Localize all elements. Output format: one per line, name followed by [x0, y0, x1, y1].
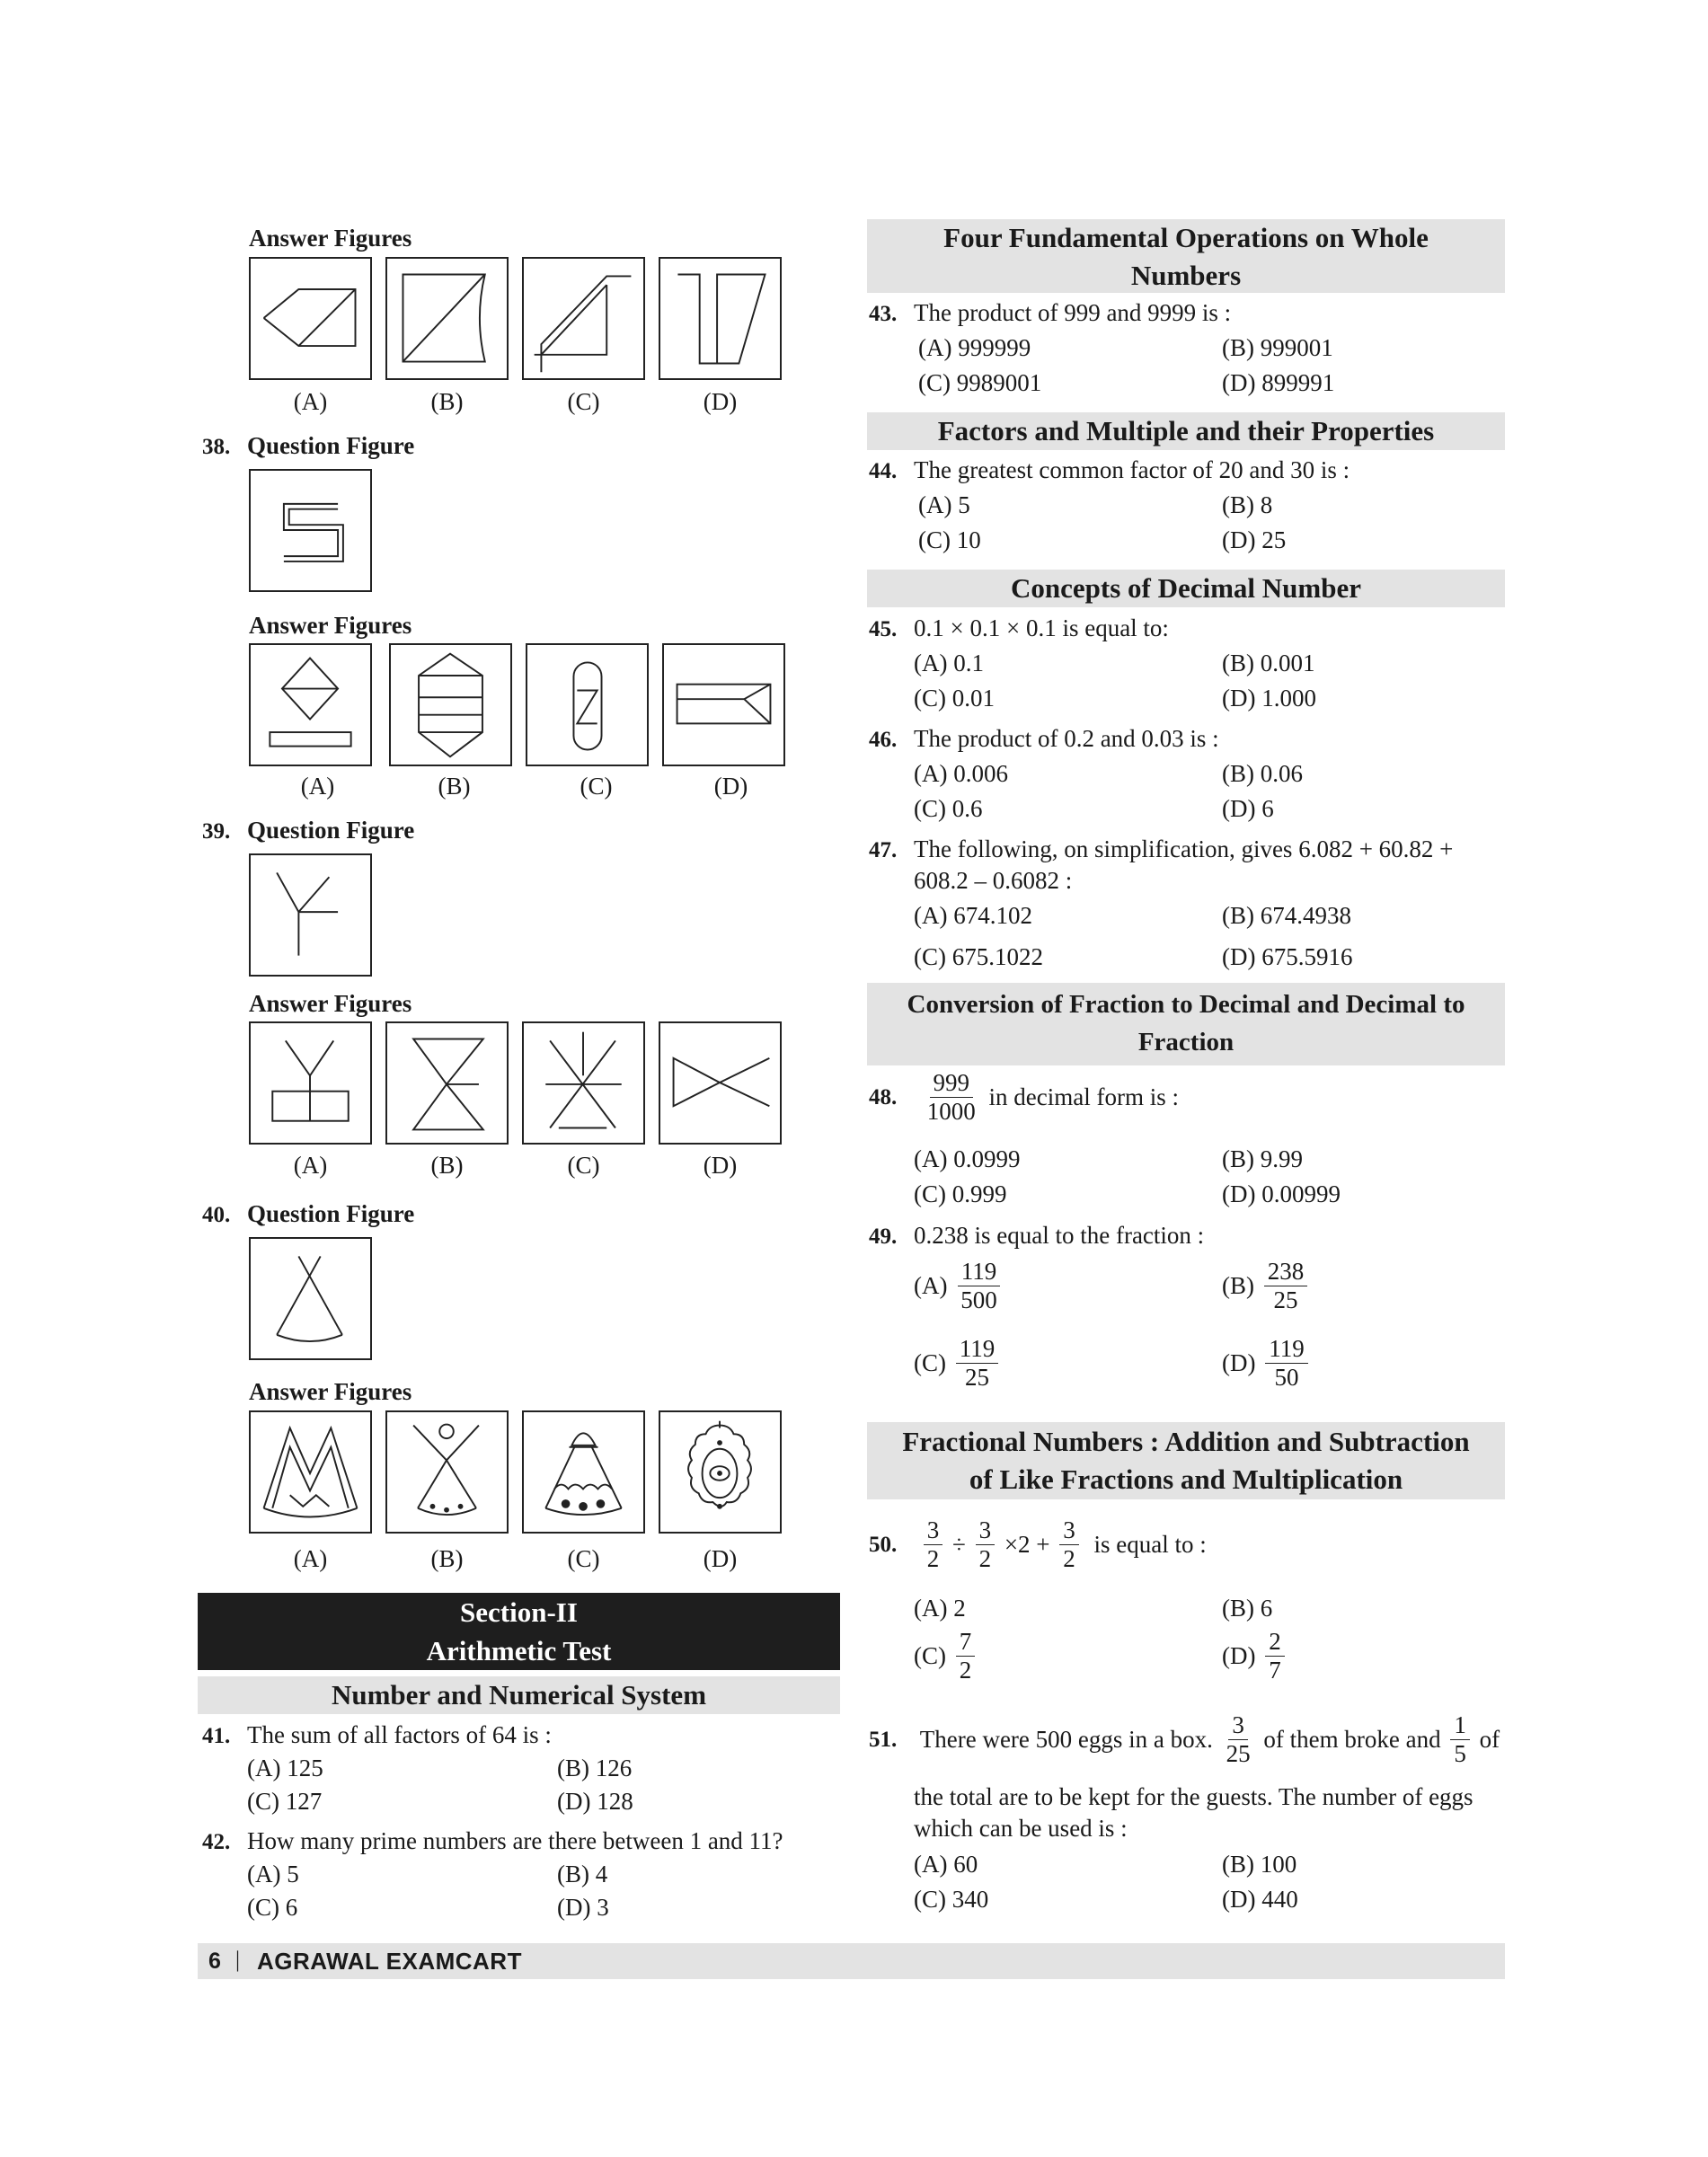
option-46c[interactable]: (C) 0.6 — [914, 795, 983, 822]
denominator: 2 — [1063, 1545, 1075, 1573]
option-43c[interactable]: (C) 9989001 — [918, 369, 1042, 396]
answer-figure-39c[interactable] — [522, 1021, 645, 1145]
option-44b[interactable]: (B) 8 — [1222, 491, 1273, 518]
answer-figure-38d[interactable] — [662, 643, 785, 766]
option-50d[interactable] — [1222, 1628, 1288, 1684]
fraction — [1223, 1711, 1254, 1768]
answer-figure-40c[interactable] — [522, 1410, 645, 1534]
question-number: 45. — [869, 617, 898, 641]
topic-header-fundamental-operations — [867, 219, 1505, 293]
option-label: (B) — [430, 1545, 464, 1572]
question-text: There were 500 eggs in a box. — [919, 1726, 1213, 1754]
option-45d[interactable]: (D) 1.000 — [1222, 685, 1316, 712]
question-47 — [869, 835, 1453, 863]
denominator: 2 — [959, 1657, 972, 1684]
answer-figure-39d[interactable] — [659, 1021, 782, 1145]
option-51a[interactable]: (A) 60 — [914, 1851, 978, 1878]
option-43a[interactable]: (A) 999999 — [918, 334, 1031, 361]
denominator: 25 — [965, 1364, 989, 1392]
question-number: 38. — [202, 435, 231, 459]
answer-figure-37a[interactable] — [249, 257, 372, 380]
option-50c[interactable] — [914, 1628, 978, 1684]
answer-figure-38c[interactable] — [526, 643, 649, 766]
denominator: 5 — [1454, 1740, 1466, 1768]
page-number: 6 — [208, 1949, 221, 1974]
numerator: 119 — [958, 1258, 1001, 1286]
option-label: (A) — [293, 1152, 328, 1179]
question-number: 49. — [869, 1224, 898, 1249]
question-50 — [869, 1516, 1207, 1573]
answer-figures-label: Answer Figures — [249, 1378, 412, 1405]
question-number: 42. — [202, 1830, 231, 1854]
question-figure-label: Question Figure — [247, 817, 415, 844]
question-46 — [869, 725, 1219, 753]
denominator: 500 — [960, 1286, 997, 1314]
answer-figures-label: Answer Figures — [249, 225, 412, 252]
question-43 — [869, 299, 1231, 327]
denominator: 25 — [1273, 1286, 1298, 1314]
option-48a[interactable]: (A) 0.0999 — [914, 1145, 1021, 1172]
question-figure-39 — [249, 853, 372, 977]
option-41d[interactable]: (D) 128 — [557, 1788, 633, 1815]
answer-figure-37d[interactable] — [659, 257, 782, 380]
question-40-heading — [202, 1200, 414, 1228]
option-label: (C) — [567, 1545, 600, 1572]
option-46d[interactable]: (D) 6 — [1222, 795, 1274, 822]
option-45b[interactable]: (B) 0.001 — [1222, 650, 1315, 676]
question-number: 47. — [869, 838, 898, 862]
question-48 — [869, 1069, 1179, 1126]
option-47c[interactable]: (C) 675.1022 — [914, 943, 1043, 970]
denominator: 1000 — [926, 1098, 976, 1126]
option-43d[interactable]: (D) 899991 — [1222, 369, 1335, 396]
numerator: 3 — [1059, 1516, 1079, 1545]
answer-figure-37b[interactable] — [385, 257, 509, 380]
denominator: 2 — [926, 1545, 940, 1573]
option-47d[interactable]: (D) 675.5916 — [1222, 943, 1353, 970]
fraction — [1265, 1335, 1308, 1392]
numerator: 119 — [1265, 1335, 1308, 1364]
section-banner — [198, 1593, 840, 1670]
question-number: 41. — [202, 1724, 231, 1748]
option-50b[interactable]: (B) 6 — [1222, 1595, 1273, 1622]
question-text: is equal to : — [1093, 1531, 1207, 1559]
question-figure-label: Question Figure — [247, 1200, 415, 1227]
option-label: (C) — [567, 1152, 600, 1179]
option-44a[interactable]: (A) 5 — [918, 491, 970, 518]
option-label: (B) — [438, 773, 471, 800]
option-label: (B) — [430, 1152, 464, 1179]
footer-separator: | — [235, 1948, 241, 1972]
option-label: (D) — [703, 388, 738, 415]
question-text: of — [1479, 1726, 1500, 1754]
option-label: (A) — [914, 1272, 948, 1300]
question-49 — [869, 1222, 1204, 1250]
question-text: 0.238 is equal to the fraction : — [914, 1222, 1205, 1249]
question-51-line2: the total are to be kept for the guests. The number of eggs — [914, 1783, 1473, 1810]
question-text: The following, on simplification, gives 6.082 + 60.82 + — [914, 835, 1454, 862]
option-45c[interactable]: (C) 0.01 — [914, 685, 995, 712]
answer-figure-40b[interactable] — [385, 1410, 509, 1534]
question-number: 46. — [869, 728, 898, 752]
question-number: 48. — [869, 1084, 898, 1109]
option-47b[interactable]: (B) 674.4938 — [1222, 902, 1351, 929]
option-48d[interactable]: (D) 0.00999 — [1222, 1180, 1341, 1207]
fraction — [956, 1628, 976, 1684]
question-text: How many prime numbers are there between 1 and 11? — [247, 1827, 783, 1854]
header-line: Conversion of Fraction to Decimal and Decimal to — [907, 990, 1465, 1019]
question-41 — [202, 1721, 552, 1749]
question-number: 50. — [869, 1532, 898, 1557]
question-47-line2: 608.2 – 0.6082 : — [914, 867, 1073, 894]
fraction — [1264, 1258, 1308, 1314]
option-49b[interactable] — [1222, 1258, 1311, 1314]
fraction — [1265, 1628, 1285, 1684]
option-51b[interactable]: (B) 100 — [1222, 1851, 1297, 1878]
option-43b[interactable]: (B) 999001 — [1222, 334, 1333, 361]
topic-header-decimal: Concepts of Decimal Number — [867, 570, 1505, 607]
option-41a[interactable]: (A) 125 — [247, 1755, 323, 1781]
option-41c[interactable]: (C) 127 — [247, 1788, 323, 1815]
question-44 — [869, 456, 1350, 484]
option-42d[interactable]: (D) 3 — [557, 1894, 609, 1921]
denominator: 7 — [1269, 1657, 1281, 1684]
option-48b[interactable]: (B) 9.99 — [1222, 1145, 1303, 1172]
fraction — [957, 1258, 1001, 1314]
question-39-heading — [202, 817, 414, 844]
topic-header-factors: Factors and Multiple and their Properties — [867, 412, 1505, 450]
topic-header-conversion — [867, 983, 1505, 1065]
option-label: (C) — [914, 1349, 946, 1377]
brand-logo: AGRAWAL EXAMCART — [257, 1948, 522, 1975]
option-48c[interactable]: (C) 0.999 — [914, 1180, 1007, 1207]
fraction — [1450, 1711, 1470, 1768]
question-number: 40. — [202, 1203, 231, 1227]
numerator: 3 — [1228, 1711, 1248, 1740]
numerator: 7 — [956, 1628, 976, 1657]
section-subtitle: Arithmetic Test — [426, 1635, 612, 1666]
question-38-heading — [202, 432, 414, 460]
option-label: (A) — [300, 773, 335, 800]
numerator: 3 — [924, 1516, 943, 1545]
question-figure-label: Question Figure — [247, 432, 415, 459]
question-text: in decimal form is : — [988, 1083, 1179, 1111]
option-42a[interactable]: (A) 5 — [247, 1861, 299, 1887]
option-51d[interactable]: (D) 440 — [1222, 1886, 1298, 1913]
option-label: (C) — [567, 388, 600, 415]
numerator: 119 — [956, 1335, 999, 1364]
option-label: (C) — [914, 1642, 946, 1670]
section-title: Section-II — [460, 1596, 578, 1628]
topic-header-fractional-numbers — [867, 1422, 1505, 1499]
question-figure-40 — [249, 1237, 372, 1360]
topic-header-number-system: Number and Numerical System — [198, 1676, 840, 1714]
question-number: 51. — [869, 1727, 898, 1752]
question-text: 0.1 × 0.1 × 0.1 is equal to: — [914, 614, 1169, 641]
question-text: The sum of all factors of 64 is : — [247, 1721, 552, 1748]
option-label: (D) — [1222, 1349, 1256, 1377]
answer-figure-37c[interactable] — [522, 257, 645, 380]
answer-figures-label: Answer Figures — [249, 612, 412, 639]
answer-figure-38a[interactable] — [249, 643, 372, 766]
fraction — [924, 1516, 943, 1573]
fraction — [956, 1335, 999, 1392]
option-label: (D) — [713, 773, 748, 800]
option-label: (D) — [703, 1545, 738, 1572]
header-line: Fractional Numbers : Addition and Subtraction — [902, 1426, 1470, 1457]
numerator: 3 — [976, 1516, 996, 1545]
numerator: 1 — [1450, 1711, 1470, 1740]
option-47a[interactable]: (A) 674.102 — [914, 902, 1032, 929]
option-label: (A) — [293, 1545, 328, 1572]
question-number: 39. — [202, 819, 231, 844]
page-footer — [198, 1943, 1505, 1979]
denominator: 50 — [1274, 1364, 1299, 1392]
header-line: Fraction — [1137, 1028, 1235, 1056]
question-45 — [869, 614, 1169, 642]
question-text: of them broke and — [1263, 1726, 1441, 1754]
option-49c[interactable] — [914, 1335, 1002, 1392]
header-line: of Like Fractions and Multiplication — [969, 1463, 1403, 1495]
question-51-line3: which can be used is : — [914, 1815, 1128, 1842]
option-50a[interactable]: (A) 2 — [914, 1595, 966, 1622]
answer-figure-40d[interactable] — [659, 1410, 782, 1534]
answer-figure-39b[interactable] — [385, 1021, 509, 1145]
option-label: (D) — [703, 1152, 738, 1179]
option-42c[interactable]: (C) 6 — [247, 1894, 298, 1921]
numerator: 238 — [1264, 1258, 1308, 1286]
denominator: 2 — [978, 1545, 992, 1573]
option-42b[interactable]: (B) 4 — [557, 1861, 608, 1887]
option-label: (B) — [430, 388, 464, 415]
answer-figure-38b[interactable] — [389, 643, 512, 766]
fraction — [924, 1069, 979, 1126]
question-42 — [202, 1827, 783, 1855]
option-46a[interactable]: (A) 0.006 — [914, 760, 1008, 787]
option-44c[interactable]: (C) 10 — [918, 526, 981, 553]
option-45a[interactable]: (A) 0.1 — [914, 650, 984, 676]
option-44d[interactable]: (D) 25 — [1222, 526, 1287, 553]
operator: ÷ — [952, 1531, 966, 1559]
option-label: (A) — [293, 388, 328, 415]
option-49a[interactable] — [914, 1258, 1004, 1314]
denominator: 25 — [1226, 1740, 1251, 1768]
question-text: The product of 999 and 9999 is : — [914, 299, 1232, 326]
question-text: The product of 0.2 and 0.03 is : — [914, 725, 1219, 752]
option-label: (C) — [580, 773, 613, 800]
question-number: 44. — [869, 459, 898, 483]
option-label: (D) — [1222, 1642, 1256, 1670]
numerator: 999 — [930, 1069, 974, 1098]
question-51 — [869, 1711, 1500, 1768]
fraction — [976, 1516, 996, 1573]
option-49d[interactable] — [1222, 1335, 1312, 1392]
question-text: The greatest common factor of 20 and 30 is : — [914, 456, 1350, 483]
header-line: Numbers — [1130, 260, 1242, 291]
option-51c[interactable]: (C) 340 — [914, 1886, 989, 1913]
answer-figure-39a[interactable] — [249, 1021, 372, 1145]
option-label: (B) — [1222, 1272, 1254, 1300]
header-line: Four Fundamental Operations on Whole — [943, 222, 1429, 253]
operator: ×2 + — [1004, 1531, 1050, 1559]
numerator: 2 — [1265, 1628, 1285, 1657]
answer-figure-40a[interactable] — [249, 1410, 372, 1534]
question-figure-38 — [249, 469, 372, 592]
answer-figures-label: Answer Figures — [249, 990, 412, 1017]
fraction — [1059, 1516, 1079, 1573]
option-41b[interactable]: (B) 126 — [557, 1755, 633, 1781]
option-46b[interactable]: (B) 0.06 — [1222, 760, 1303, 787]
question-number: 43. — [869, 302, 898, 326]
